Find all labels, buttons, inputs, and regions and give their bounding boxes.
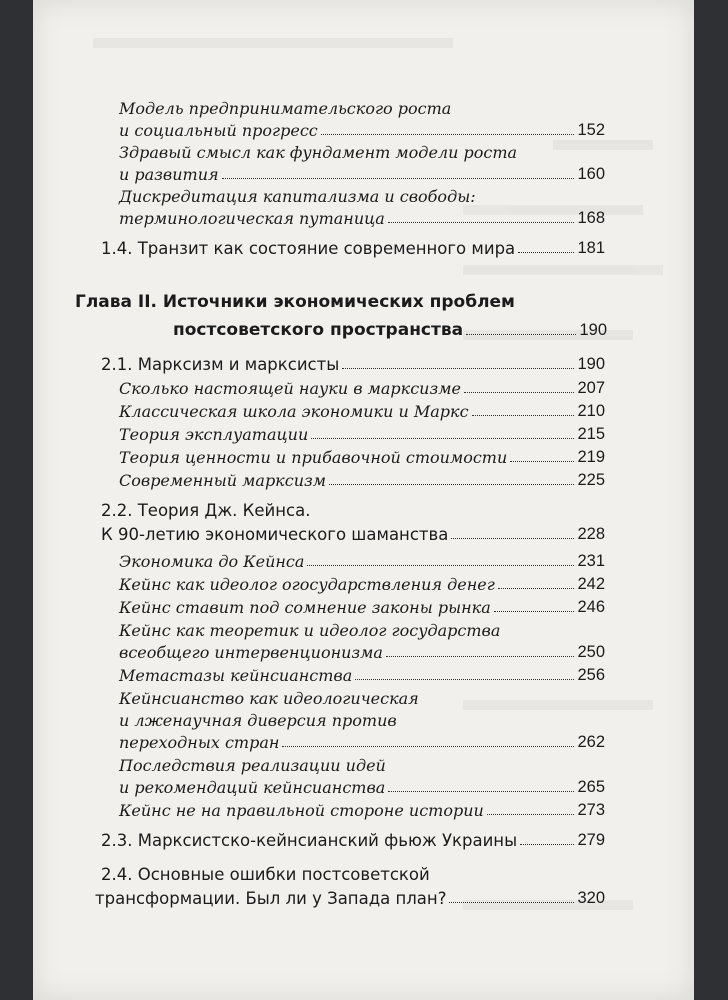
toc-entry[interactable] (119, 549, 605, 571)
page-number: 273 (577, 801, 605, 819)
entry-title-line: и развития (119, 165, 219, 184)
page-number: 228 (577, 525, 605, 543)
leader-dots (311, 438, 574, 439)
entry-title-line: Модель предпринимательского роста (119, 99, 452, 118)
page-number: 181 (577, 239, 605, 257)
toc-section[interactable] (101, 234, 605, 258)
leader-dots (222, 178, 575, 179)
entry-title-line: Кейнс как теоретик и идеолог государства (119, 621, 501, 640)
leader-dots (449, 902, 574, 903)
leader-dots (518, 252, 574, 253)
section-title: 1.4. Транзит как состояние современного мира (101, 239, 516, 258)
entry-title-line: Кейнс не на правильной стороне истории (119, 801, 484, 820)
leader-dots (342, 368, 574, 369)
page-number: 250 (577, 643, 605, 661)
page-number: 320 (577, 889, 605, 907)
entry-title-line: Сколько настоящей науки в марксизме (119, 379, 461, 398)
toc-entry[interactable] (119, 376, 605, 398)
page-number: 190 (577, 355, 605, 373)
entry-title-line: и рекомендаций кейнсианства (119, 778, 386, 797)
leader-dots (388, 222, 575, 223)
entry-title-line: переходных стран (119, 733, 280, 752)
page-number: 168 (577, 209, 605, 227)
chapter-title-line: Глава II. Источники экономических проблем (75, 292, 515, 312)
page-number: 279 (577, 831, 605, 849)
page-number: 242 (577, 575, 605, 593)
toc-entry[interactable] (119, 572, 605, 594)
entry-title-line: Теория ценности и прибавочной стоимости (119, 448, 508, 467)
leader-dots (307, 565, 574, 566)
leader-dots (329, 484, 574, 485)
toc-section[interactable] (101, 826, 605, 850)
leader-dots (487, 814, 575, 815)
toc-entry[interactable] (119, 445, 605, 467)
toc-entry[interactable] (119, 96, 605, 140)
page-number: 256 (577, 666, 605, 684)
toc-entry[interactable] (119, 184, 605, 228)
page-number: 210 (577, 402, 605, 420)
section-title-line: 2.4. Основные ошибки постсоветской (101, 865, 430, 884)
toc-entry[interactable] (119, 798, 605, 820)
toc-section[interactable] (95, 860, 605, 908)
section-title: 2.3. Марксистско-кейнсианский фьюж Украины (101, 831, 518, 850)
page-number: 246 (577, 598, 605, 616)
page-number: 190 (579, 321, 607, 339)
toc-section[interactable] (101, 496, 605, 544)
toc-entry[interactable] (119, 422, 605, 444)
section-title-line: К 90-летию экономического шаманства (101, 525, 449, 544)
leader-dots (451, 538, 574, 539)
page-number: 219 (577, 448, 605, 466)
entry-title-line: Теория эксплуатации (119, 425, 309, 444)
leader-dots (498, 588, 575, 589)
leader-dots (355, 679, 574, 680)
page-number: 215 (577, 425, 605, 443)
entry-title-line: терминологическая путаница (119, 209, 385, 228)
leader-dots (386, 656, 575, 657)
leader-dots (388, 791, 574, 792)
page-number: 262 (577, 733, 605, 751)
section-title: 2.1. Марксизм и марксисты (101, 355, 340, 374)
toc-entry[interactable] (119, 595, 605, 617)
entry-title-line: Кейнс как идеолог огосударствления денег (119, 575, 495, 594)
chapter-title-line: постсоветского пространства (173, 320, 464, 340)
toc-entry[interactable] (119, 140, 605, 184)
entry-title-line: Здравый смысл как фундамент модели роста (119, 143, 518, 162)
section-title-line: трансформации. Был ли у Запада план? (95, 889, 447, 908)
entry-title-line: всеобщего интервенционизма (119, 643, 383, 662)
page-number: 160 (577, 165, 605, 183)
leader-dots (520, 844, 574, 845)
toc-entry[interactable] (119, 663, 605, 685)
leader-dots (321, 134, 575, 135)
leader-dots (510, 461, 574, 462)
leader-dots (282, 746, 574, 747)
book-page (33, 0, 694, 1000)
leader-dots (466, 334, 576, 335)
toc-entry[interactable] (119, 686, 605, 752)
entry-title-line: Кейнс ставит под сомнение законы рынка (119, 598, 491, 617)
entry-title-line: Кейнсианство как идеологическая (119, 689, 419, 708)
toc-chapter[interactable] (75, 284, 607, 340)
entry-title-line: Современный марксизм (119, 471, 326, 490)
entry-title-line: Дискредитация капитализма и свободы: (119, 187, 476, 206)
toc-entry[interactable] (119, 468, 605, 490)
page-number: 265 (577, 778, 605, 796)
entry-title-line: и социальный прогресс (119, 121, 318, 140)
toc-section[interactable] (101, 350, 605, 374)
entry-title-line: Метастазы кейнсианства (119, 666, 353, 685)
section-title-line: 2.2. Теория Дж. Кейнса. (101, 501, 311, 520)
page-number: 152 (577, 121, 605, 139)
toc-entry[interactable] (119, 399, 605, 421)
toc-entry[interactable] (119, 618, 605, 662)
entry-title-line: и лженаучная диверсия против (119, 711, 397, 730)
toc-entry[interactable] (119, 753, 605, 797)
leader-dots (464, 392, 575, 393)
leader-dots (472, 415, 575, 416)
entry-title-line: Экономика до Кейнса (119, 552, 305, 571)
page-number: 231 (577, 552, 605, 570)
page-number: 225 (577, 471, 605, 489)
entry-title-line: Классическая школа экономики и Маркс (119, 402, 469, 421)
page-number: 207 (577, 379, 605, 397)
entry-title-line: Последствия реализации идей (119, 756, 386, 775)
leader-dots (494, 611, 575, 612)
